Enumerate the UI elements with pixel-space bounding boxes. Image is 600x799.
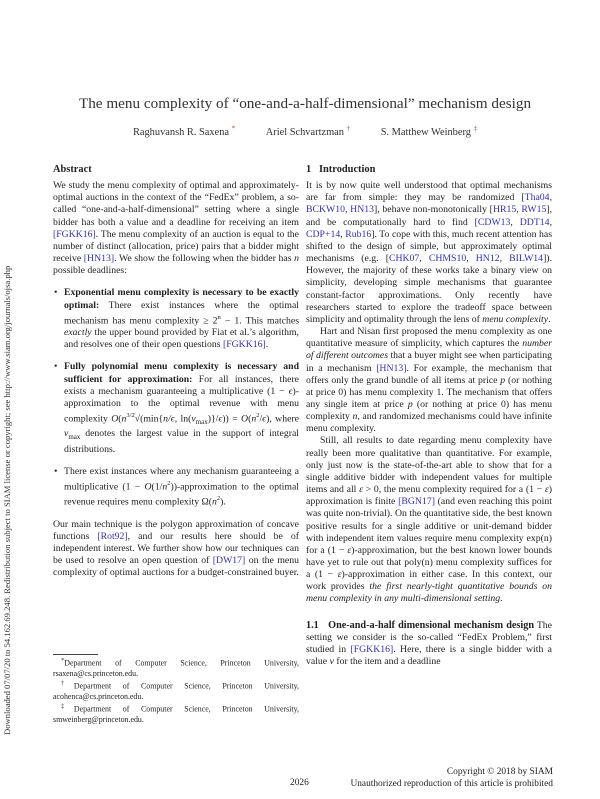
citation-link[interactable]: HR15 xyxy=(492,204,517,216)
citation-link[interactable]: [Rot92] xyxy=(97,530,128,542)
citation-link[interactable]: RW15 xyxy=(521,204,547,216)
italic-text: v xyxy=(191,413,196,425)
citation-link[interactable]: CDP+14 xyxy=(306,228,341,240)
citation-link[interactable]: [FGKK16] xyxy=(350,643,394,655)
superscript: ‡ xyxy=(61,703,74,711)
author: Raghuvansh R. Saxena * xyxy=(132,125,236,139)
result-item: • Fully polynomial menu complexity is necessary and sufficient for approximation: For all instances, there exists a mechanism guaranteeing a multiplicative (1 − ϵ)-approximation to the optimal revenue with menu complexity $O(n^{3/2}√(\min\{n/\epsilon$, $\ln(v_{max})\}/\epsilon)) = O(n^2/\epsilon)$, where $v_{max}$ denotes the largest value in the support of integral distributions. xyxy=(64,361,299,455)
italic-text: n xyxy=(294,253,299,265)
author: Ariel Schvartzman † xyxy=(265,125,351,139)
italic-text: the first nearly-tight quantitative bounds on menu complexity in any multi-dimensional setting xyxy=(306,581,553,605)
superscript: 3/2 xyxy=(126,412,135,420)
citation-link[interactable]: CDW13 xyxy=(477,216,511,228)
superscript: † xyxy=(61,680,74,688)
italic-text: v xyxy=(329,656,334,668)
bold-text: Exponential menu complexity is necessary to be exactly optimal: xyxy=(64,287,299,311)
italic-text: ϵ xyxy=(262,413,267,425)
italic-text: ε xyxy=(347,544,352,556)
left-column xyxy=(53,164,299,579)
citation-link[interactable]: [BGN17] xyxy=(398,496,435,508)
author: S. Matthew Weinberg ‡ xyxy=(380,125,478,139)
italic-text: exactly xyxy=(64,327,92,339)
footnote-rule xyxy=(53,654,98,655)
result-item: • Exponential menu complexity is necessary to be exactly optimal: There exist instances where the optimal mechanism has menu complexity ≥ $2^n - 1$. This matches exactly the upper bound provided by Fiat et al.’s algorithm, and resolves one of their open questions [FGKK16]. xyxy=(64,287,299,351)
italic-text: n xyxy=(121,413,127,425)
citation-link[interactable]: [HN13] xyxy=(83,253,115,265)
superscript: 2 xyxy=(256,412,260,420)
citation-link[interactable]: Rub16 xyxy=(345,228,372,240)
citation-link[interactable]: Tha04 xyxy=(524,192,550,204)
italic-text: v xyxy=(64,428,69,440)
italic-text: O xyxy=(241,413,249,425)
superscript: * xyxy=(61,657,65,664)
italic-text: O xyxy=(111,413,119,425)
citation-link[interactable]: DDT14 xyxy=(519,216,550,228)
italic-text: n/ϵ xyxy=(163,413,175,425)
intro-paragraph: Hart and Nisan first proposed the menu complexity as one quantitative measure of simplicity, which captures the number of different outcomes that a buyer might see when participating in a mechanism [HN13]. For example, the mechanism that offers only the grand bundle of all items at price p (or nothing at price 0) has menu complexity 1. The mechanism that offers any single item at price p (or nothing at price 0) has menu complexity n, and randomized mechanisms could have infinite menu complexity. xyxy=(306,326,553,435)
footnote: ‡Department of Computer Science, Princeton University, smweinberg@princeton.edu. xyxy=(53,703,300,724)
superscript: n xyxy=(217,313,221,321)
citation-link[interactable]: CHK07 xyxy=(388,253,420,265)
bold-text: Fully polynomial menu complexity is necessary and sufficient for approximation: xyxy=(64,361,299,385)
italic-text: n xyxy=(251,413,257,425)
subscript: max xyxy=(195,418,208,427)
introduction-heading: 1 Introduction xyxy=(306,164,376,175)
subscript: max xyxy=(68,433,81,442)
abstract-heading: Abstract xyxy=(53,164,92,175)
italic-text: p xyxy=(407,398,413,410)
italic-text: n xyxy=(212,496,217,508)
italic-text: O xyxy=(144,481,152,493)
italic-text: number of different outcomes xyxy=(306,338,552,362)
citation-link[interactable]: [DW17] xyxy=(212,555,246,567)
download-notice: Downloaded 07/07/20 to 54.162.69.248. Redistribution subject to SIAM license or copyright; see http://www.siam.org/journals/ojsa.php xyxy=(2,265,12,735)
italic-text: ε xyxy=(544,484,549,496)
italic-text: menu complexity xyxy=(482,313,549,325)
results-list xyxy=(53,287,299,508)
citation-link[interactable]: BILW14 xyxy=(509,253,544,265)
copyright-notice: Copyright © 2018 by SIAM Unauthorized reproduction of this article is prohibited xyxy=(350,767,553,789)
citation-link[interactable]: CHMS10 xyxy=(428,253,467,265)
italic-text: n xyxy=(162,481,168,493)
citation-link[interactable]: [FGKK16] xyxy=(53,228,96,240)
italic-text: ε xyxy=(337,569,342,581)
footnote: *Department of Computer Science, Princeton University, rsaxena@cs.princeton.edu. xyxy=(53,657,299,678)
intro-paragraph: It is by now quite well understood that optimal mechanisms are far from simple: they may be randomized [Tha04, BCKW10, HN13], behave non-monotonically [HR15, RW15], and be computationally hard to find [CDW13, DDT14, CDP+14, Rub16]. To cope with this, much recent attention has shifted to the design of simple, but approximately optimal mechanisms (e.g. [CHK07, CHMS10, HN12, BILW14]). However, the majority of these works take a binary view on simplicity, developing simple mechanisms that guarantee constant-factor approximations. Only recently have researchers started to explore the tradeoff space between simplicity and optimality through the lens of menu complexity. xyxy=(306,180,553,325)
intro-paragraph: Still, all results to date regarding menu complexity have really been more qualitative than quantitative. For example, only just now is the state-of-the-art able to show that for a single additive bidder with independent values for multiple items and all ε > 0, the menu complexity required for a (1 − ε) approximation is finite [BGN17] (and even reaching this point was quite non-trivial). On the quantitative side, the best known positive results for a single additive or unit-demand bidder with independent item values require menu complexity exp(n) for a (1 − ε)-approximation, but the best known lower bounds have yet to rule out that poly(n) menu complexity suffices for a (1 − ε)-approximation in either case. In this context, our work provides the first nearly-tight quantitative bounds on menu complexity in any multi-dimensional setting. xyxy=(306,435,553,605)
result-item: • There exist instances where any mechanism guaranteeing a multiplicative $(1 - O(1/n^2))$-approximation to the optimal revenue requires menu complexity $\Omega(n^2)$. xyxy=(64,466,299,509)
superscript: 2 xyxy=(216,495,221,503)
footnote: †Department of Computer Science, Princeton University, acohenca@cs.princeton.edu. xyxy=(53,680,300,701)
footnotes xyxy=(53,654,299,725)
citation-link[interactable]: [HN13] xyxy=(376,362,407,374)
subsection-heading: 1.1 One-and-a-half dimensional mechanism design xyxy=(306,619,534,631)
superscript: 2 xyxy=(167,479,171,487)
citation-link[interactable]: BCKW10 xyxy=(306,204,345,216)
italic-text: p xyxy=(500,374,506,386)
page-number: 2026 xyxy=(290,778,309,788)
subsection-text: The setting we consider is the so-called “FedEx Problem,” first studied in [FGKK16]. Here, there is a single bidder with a value v for the item and a deadline xyxy=(306,619,553,668)
italic-text: ϵ xyxy=(218,413,223,425)
abstract-intro: We study the menu complexity of optimal and approximately-optimal auctions in the context of the “FedEx” problem, a so-called “one-and-a-half-dimensional” setting where a single bidder has both a value and a deadline for receiving an item [FGKK16]. The menu complexity of an auction is equal to the number of distinct (allocation, price) pairs that a bidder might receive [HN13]. We show the following when the bidder has n possible deadlines: xyxy=(53,180,299,277)
abstract-closing: Our main technique is the polygon approximation of concave functions [Rot92], and our results here should be of independent interest. We further show how our techniques can be used to resolve an open question of [DW17] on the menu complexity of optimal auctions for a budget-constrained buyer. xyxy=(53,518,299,579)
right-column xyxy=(306,164,552,668)
italic-text: ϵ xyxy=(288,385,293,397)
italic-text: n xyxy=(352,411,358,423)
italic-text: ε xyxy=(359,484,363,496)
citation-link[interactable]: HN12 xyxy=(475,253,500,265)
citation-link[interactable]: [FGKK16] xyxy=(222,339,266,351)
author-list xyxy=(0,125,600,138)
paper-title: The menu complexity of “one-and-a-half-dimensional” mechanism design xyxy=(78,95,532,112)
citation-link[interactable]: HN13 xyxy=(350,204,375,216)
